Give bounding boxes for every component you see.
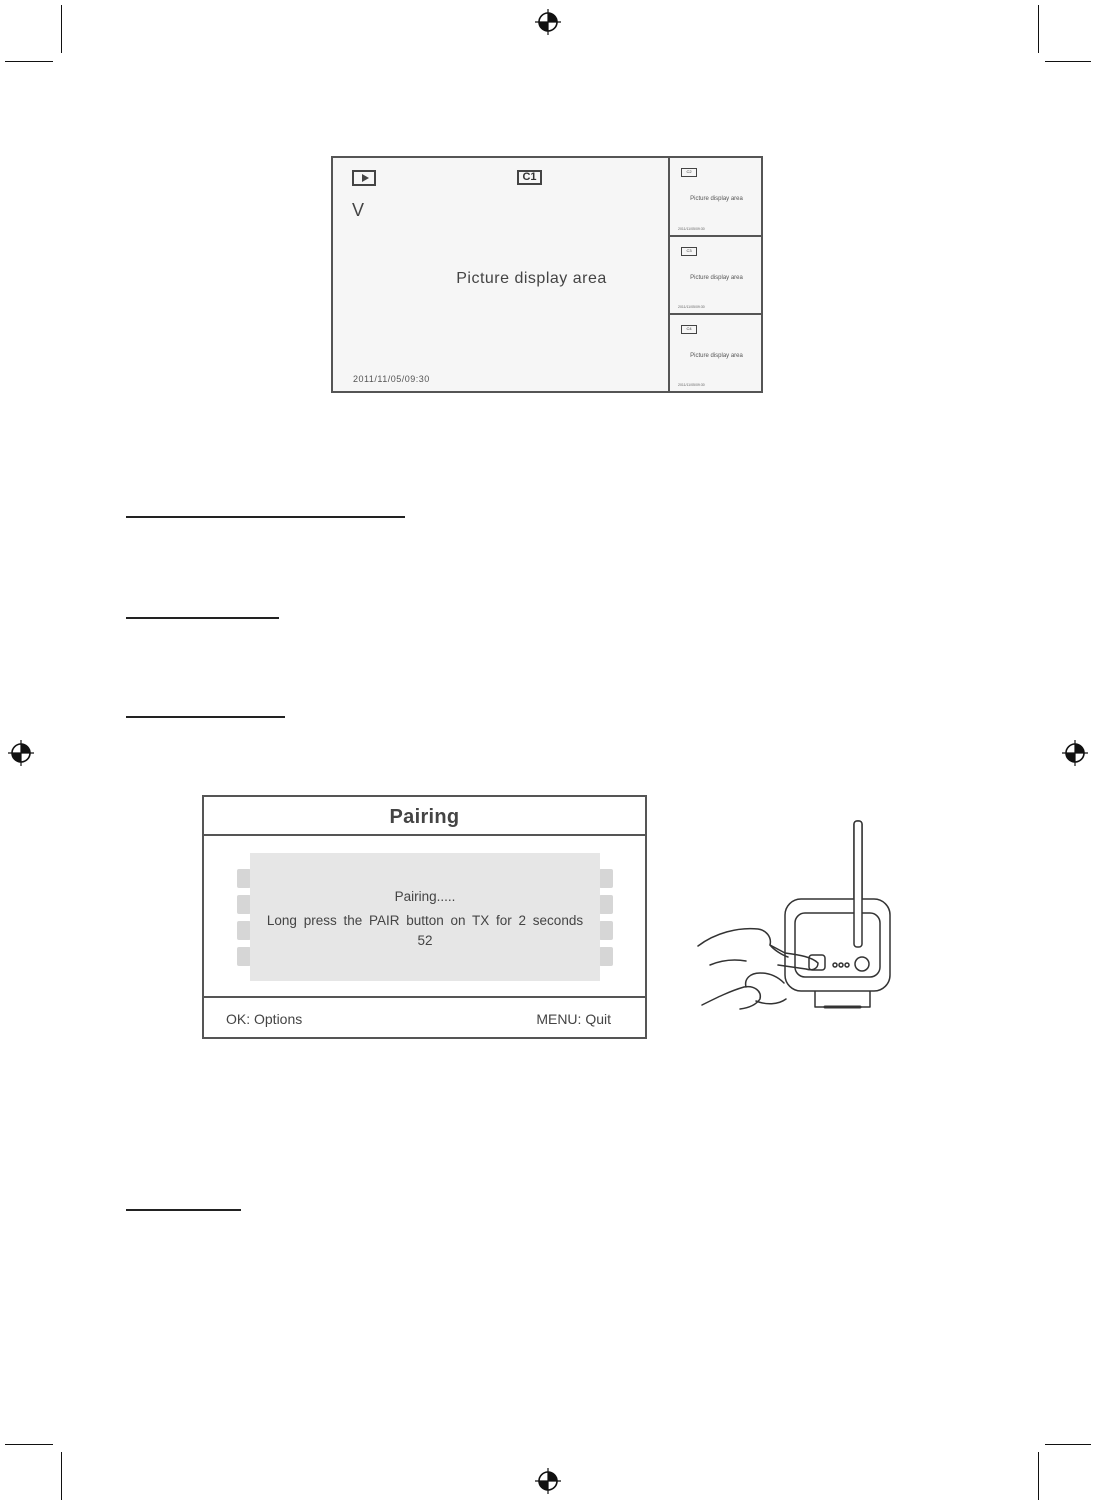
side-tab (237, 869, 251, 888)
thumbnail-label: Picture display area (690, 275, 743, 281)
pairing-dialog (202, 795, 647, 1039)
camera-transmitter-illustration (690, 815, 900, 1020)
side-tab (599, 947, 613, 966)
side-tab (237, 947, 251, 966)
crop-mark (1045, 61, 1091, 62)
side-tab (599, 869, 613, 888)
section-heading-underline (126, 617, 279, 619)
thumbnail-time: 2011/11/05/09:30 (678, 305, 705, 309)
menu-quit-hint[interactable]: MENU: Quit (536, 1011, 611, 1027)
playback-screen (331, 156, 763, 393)
side-tab (237, 921, 251, 940)
crop-mark (1038, 5, 1039, 53)
crop-mark (5, 61, 53, 62)
crop-mark (1038, 1452, 1039, 1500)
thumbnail (670, 158, 763, 237)
section-heading-underline (126, 1209, 241, 1211)
thumbnail-badge: C2 (681, 168, 697, 177)
side-tab (599, 895, 613, 914)
side-tab (237, 895, 251, 914)
registration-mark-icon (535, 1468, 561, 1494)
dialog-footer (204, 996, 645, 1039)
picture-display-label: Picture display area (456, 270, 607, 287)
registration-mark-icon (8, 740, 34, 766)
thumbnail (670, 237, 763, 315)
registration-mark-icon (535, 9, 561, 35)
dialog-message-box (250, 853, 600, 981)
pairing-status: Pairing..... (394, 889, 456, 904)
timestamp: 2011/11/05/09:30 (353, 374, 430, 384)
pairing-instruction: Long press the PAIR button on TX for 2 seconds (266, 913, 584, 928)
section-heading-underline (126, 716, 285, 718)
thumbnail-time: 2011/11/05/09:30 (678, 227, 705, 231)
play-icon (352, 170, 376, 186)
registration-mark-icon (1062, 740, 1088, 766)
side-tab (599, 921, 613, 940)
thumbnail-badge: C3 (681, 247, 697, 256)
thumbnail-badge: C4 (681, 325, 697, 334)
thumbnail-label: Picture display area (690, 353, 743, 359)
crop-mark (1045, 1444, 1091, 1445)
thumbnail-time: 2011/11/05/09:30 (678, 383, 705, 387)
ok-options-hint[interactable]: OK: Options (226, 1011, 303, 1027)
channel-badge: C1 (517, 170, 542, 185)
dialog-title: Pairing (204, 797, 645, 836)
crop-mark (61, 5, 62, 53)
pairing-countdown: 52 (417, 933, 433, 948)
thumbnail (670, 315, 763, 391)
section-heading-underline (126, 516, 405, 518)
crop-mark (61, 1452, 62, 1500)
thumbnail-label: Picture display area (690, 196, 743, 202)
main-picture-area (333, 158, 670, 391)
mode-letter: V (352, 200, 365, 220)
crop-mark (5, 1444, 53, 1445)
